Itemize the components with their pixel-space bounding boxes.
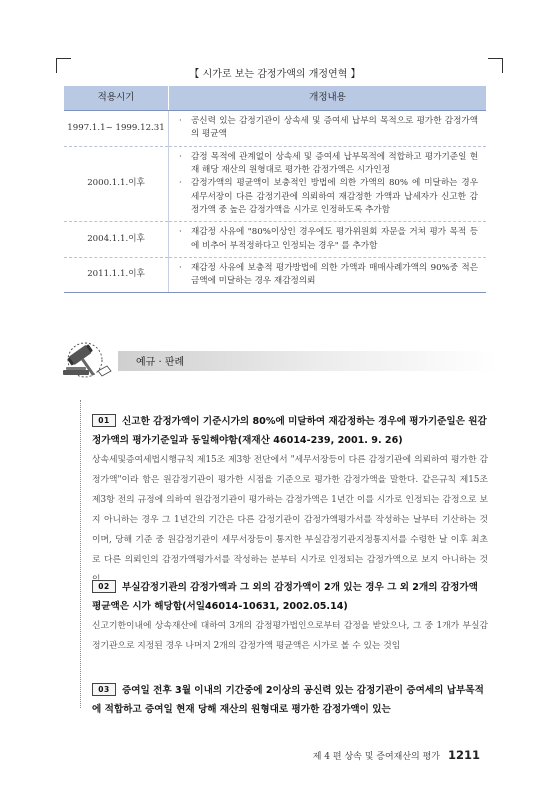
bullet-item: · 감정 목적에 관계없이 상속세 및 증여세 납부목적에 적합하고 평가기준일 현재 해당 재산의 원형대로 평가한 감정가액은 시가인정 bbox=[179, 151, 478, 178]
case-number: 03 bbox=[92, 683, 116, 696]
table-row bbox=[64, 146, 486, 222]
column-header-content: 개정내용 bbox=[169, 86, 487, 111]
section-label: 예규 · 판례 bbox=[136, 357, 185, 368]
case-title-text: 부실감정기관의 감정가액과 그 외의 감정가액이 2개 있는 경우 그 외 2개의 감정가액 평균액은 시가 해당함(서일46014-10631, 2002.05.14) bbox=[92, 582, 478, 612]
left-dotted-rule bbox=[80, 400, 81, 708]
bullet-text: 감정 목적에 관계없이 상속세 및 증여세 납부목적에 적합하고 평가기준일 현재 해당 재산의 원형대로 평가한 감정가액은 시가인정 bbox=[191, 151, 478, 175]
case-title bbox=[92, 412, 488, 450]
content-cell bbox=[169, 222, 487, 258]
column-header-period: 적용시기 bbox=[64, 86, 169, 111]
bullet-item: · 감정가액의 평균액이 보충적인 방법에 의한 가액의 80% 에 미달하는 경우 세무서장이 다른 감정기관에 의뢰하여 재감정한 가액과 납세자가 신고한 감정가액 중 높은 감정가액을 시가로 인정하도록 추가함 bbox=[179, 177, 478, 217]
case-body: 신고기한이내에 상속재산에 대하여 3개의 감정평가법인으로부터 감정을 받았으나, 그 중 1개가 부실감정기관으로 지정된 경우 나머지 2개의 감정가액 평균액은 시가로 볼 수 있는 것임 bbox=[92, 621, 488, 651]
bullet-text: 감정가액의 평균액이 보충적인 방법에 의한 가액의 80% 에 미달하는 경우 세무서장이 다른 감정기관에 의뢰하여 재감정한 가액과 납세자가 신고한 감정가액 중 높은 감정가액을 시가로 인정하도록 추가함 bbox=[191, 178, 478, 215]
case-title bbox=[92, 681, 488, 719]
content-cell bbox=[169, 146, 487, 222]
case-title bbox=[92, 578, 488, 616]
revision-history-table bbox=[64, 86, 486, 293]
case-number: 01 bbox=[92, 414, 116, 427]
case-item bbox=[92, 681, 488, 719]
period-cell: 2000.1.1.이후 bbox=[64, 146, 169, 222]
bullet-text: 공신력 있는 감정기관이 상속세 및 증여세 납부의 목적으로 평가한 감정가액의 평균액 bbox=[191, 116, 478, 140]
page-number: 1211 bbox=[447, 748, 480, 762]
content-cell bbox=[169, 257, 487, 293]
bullet-text: 재감정 사유에 "80%이상인 경우에도 평가위원회 자문을 거쳐 평가 목적 등에 비추어 부적정하다고 인정되는 경우" 를 추가함 bbox=[191, 227, 478, 251]
table-row bbox=[64, 111, 486, 147]
bullet-item: · 공신력 있는 감정기관이 상속세 및 증여세 납부의 목적으로 평가한 감정가액의 평균액 bbox=[179, 115, 478, 142]
page-footer bbox=[0, 748, 480, 762]
bullet-text: 재감정 사유에 보충적 평가방법에 의한 가액과 매매사례가액의 90%중 적은 금액에 미달하는 경우 재감정의뢰 bbox=[191, 262, 478, 287]
table-caption: 【 시가로 보는 감정가액의 개정연혁 】 bbox=[189, 69, 361, 80]
table-row bbox=[64, 222, 486, 258]
gavel-icon bbox=[58, 340, 122, 382]
table-header-row bbox=[64, 86, 486, 111]
period-cell: 2004.1.1.이후 bbox=[64, 222, 169, 258]
table-row bbox=[64, 257, 486, 293]
case-title-text: 증여일 전후 3월 이내의 기간중에 2이상의 공신력 있는 감정기관이 증여세의 납부목적에 적합하고 증여일 현재 당해 재산의 원형대로 평가한 감정가액이 있는 bbox=[92, 685, 484, 715]
section-header bbox=[58, 340, 498, 380]
case-item bbox=[92, 578, 488, 656]
content-cell bbox=[169, 111, 487, 147]
chapter-title: 제 4 편 상속 및 증여재산의 평가 bbox=[312, 752, 440, 762]
case-item bbox=[92, 412, 488, 590]
bullet-item: · 재감정 사유에 보충적 평가방법에 의한 가액과 매매사례가액의 90%중 적은 금액에 미달하는 경우 재감정의뢰 bbox=[179, 262, 478, 289]
period-cell: 2011.1.1.이후 bbox=[64, 257, 169, 293]
case-number: 02 bbox=[92, 580, 116, 593]
corner-mark-right bbox=[488, 58, 503, 73]
bullet-item: · 재감정 사유에 "80%이상인 경우에도 평가위원회 자문을 거쳐 평가 목적 등에 비추어 부적정하다고 인정되는 경우" 를 추가함 bbox=[179, 226, 478, 253]
case-body: 상속세및증여세법시행규칙 제15조 제3항 전단에서 "세무서장등이 다른 감정기관에 의뢰하여 평가한 감정가액"이라 함은 원감정기관이 평가한 시점을 기준으로 평가한 감정가액을 말한다. 같은규칙 제15조 제3항 전의 규정에 의하여 원감정기관이 평가하는 감정가액은 1년간 이를 시가로 인정되는 감정으로 보지 아니하는 경우 그 1년간의 기간은 다른 감정기관이 감정가액평가서를 작성하는 날부터 기산하는 것이며, 당해 기준 중 원감정기관이 세무서장등이 통지한 부실감정기관지정통지서를 수령한 날 이후 최초로 다른 의뢰인의 감정가액평가서를 작성하는 분부터 시가로 인정되는 감정가액으로 보지 아니하는 것 bbox=[92, 455, 488, 565]
case-title-text: 신고한 감정가액이 기준시가의 80%에 미달하여 재감정하는 경우에 평가기준일은 원감정가액의 평가기준일과 동일해야함(재재산 46014-239, 2001. 9. 26) bbox=[92, 416, 487, 446]
period-cell: 1997.1.1~ 1999.12.31 bbox=[64, 111, 169, 147]
